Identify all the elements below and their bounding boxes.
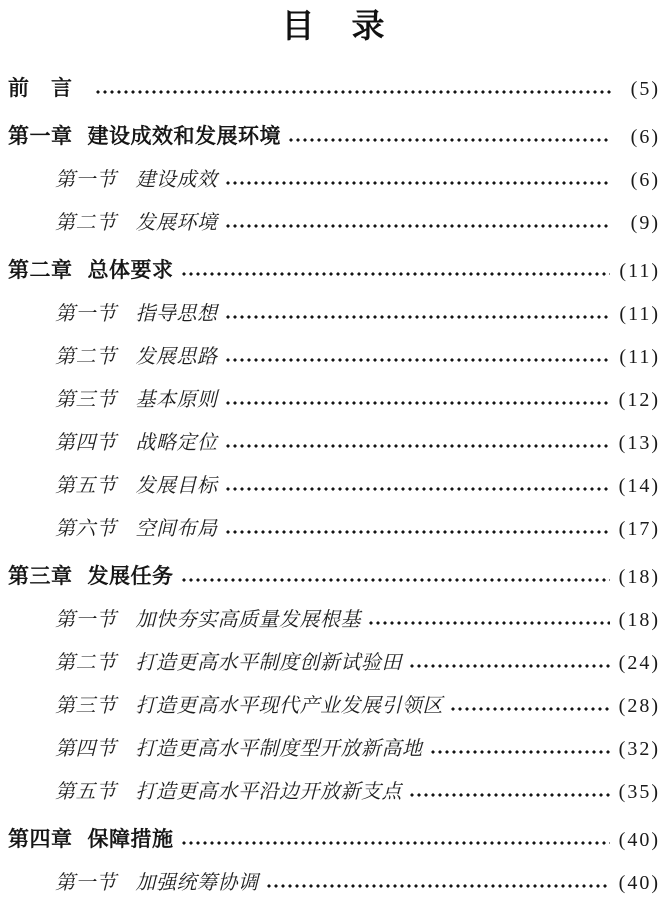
- entry-number: 第五节: [55, 475, 117, 497]
- dot-leader: [368, 621, 610, 625]
- entry-number: 第一节: [55, 609, 117, 631]
- dot-leader: [181, 578, 610, 582]
- page-number: (6): [630, 169, 660, 191]
- toc-entry: [8, 781, 660, 803]
- page-number: (17): [618, 518, 660, 540]
- toc-entry: [8, 872, 660, 894]
- entry-label: 打造更高水平现代产业发展引领区: [135, 695, 443, 717]
- entry-label: 发展环境: [135, 212, 218, 234]
- entry-number: 第二节: [55, 346, 117, 368]
- dot-leader: [225, 315, 611, 319]
- entry-label: 打造更高水平制度创新试验田: [135, 652, 402, 674]
- dot-leader: [225, 487, 610, 491]
- toc-entry: [8, 518, 660, 540]
- entry-number: 第四节: [55, 432, 117, 454]
- toc-entry-list: [8, 78, 660, 894]
- dot-leader: [288, 138, 611, 142]
- toc-entry: [8, 303, 660, 325]
- entry-number: 第六节: [55, 518, 117, 540]
- toc-entry: [8, 609, 660, 631]
- entry-number: 第四节: [55, 738, 117, 760]
- entry-number: 第三节: [55, 389, 117, 411]
- page-number: (11): [619, 260, 660, 282]
- dot-leader: [181, 272, 611, 276]
- page-number: (13): [618, 432, 660, 454]
- page-number: (5): [630, 78, 660, 100]
- entry-label: 打造更高水平制度型开放新高地: [135, 738, 423, 760]
- entry-label: 加强统筹协调: [135, 872, 259, 894]
- toc-entry: [8, 126, 660, 148]
- toc-entry: [8, 346, 660, 368]
- toc-entry: [8, 829, 660, 851]
- toc-entry: [8, 738, 660, 760]
- dot-leader: [181, 841, 610, 845]
- page-number: (32): [618, 738, 660, 760]
- entry-label: 指导思想: [135, 303, 218, 325]
- entry-number: 第一节: [55, 303, 117, 325]
- toc-entry: [8, 652, 660, 674]
- toc-entry: [8, 389, 660, 411]
- page-number: (11): [619, 303, 660, 325]
- page-number: (40): [618, 872, 660, 894]
- toc-entry: [8, 212, 660, 234]
- toc-entry: [8, 566, 660, 588]
- entry-label: 发展目标: [135, 475, 218, 497]
- dot-leader: [225, 224, 612, 228]
- page-number: (28): [618, 695, 660, 717]
- toc-entry: [8, 260, 660, 282]
- entry-number: 第二节: [55, 212, 117, 234]
- entry-number: 第一节: [55, 872, 117, 894]
- page-number: (9): [630, 212, 660, 234]
- page-number: (11): [619, 346, 660, 368]
- entry-number: 前 言: [8, 77, 73, 100]
- dot-leader: [409, 793, 610, 797]
- dot-leader: [409, 664, 610, 668]
- dot-leader: [266, 884, 610, 888]
- entry-label: 发展任务: [87, 565, 174, 588]
- entry-number: 第四章: [8, 828, 73, 851]
- dot-leader: [430, 750, 610, 754]
- entry-label: 建设成效和发展环境: [87, 125, 281, 148]
- page-number: (40): [618, 829, 660, 851]
- entry-label: 空间布局: [135, 518, 218, 540]
- page-number: (24): [618, 652, 660, 674]
- entry-number: 第一章: [8, 125, 73, 148]
- entry-label: 加快夯实高质量发展根基: [135, 609, 361, 631]
- toc-entry: [8, 695, 660, 717]
- toc-entry: [8, 169, 660, 191]
- page-number: (18): [618, 609, 660, 631]
- entry-label: 战略定位: [135, 432, 218, 454]
- dot-leader: [225, 181, 612, 185]
- page-number: (35): [618, 781, 660, 803]
- entry-number: 第一节: [55, 169, 117, 191]
- dot-leader: [225, 530, 610, 534]
- dot-leader: [95, 90, 612, 94]
- page-number: (18): [618, 566, 660, 588]
- entry-label: 保障措施: [87, 828, 174, 851]
- toc-entry: [8, 432, 660, 454]
- page-number: (14): [618, 475, 660, 497]
- page-number: (12): [618, 389, 660, 411]
- entry-number: 第三章: [8, 565, 73, 588]
- toc-entry: [8, 78, 660, 100]
- page-title: 目 录: [281, 9, 387, 45]
- entry-label: 打造更高水平沿边开放新支点: [135, 781, 402, 803]
- entry-number: 第三节: [55, 695, 117, 717]
- toc-entry: [8, 475, 660, 497]
- entry-label: 总体要求: [87, 259, 174, 282]
- dot-leader: [225, 401, 610, 405]
- entry-label: 发展思路: [135, 346, 218, 368]
- entry-number: 第二节: [55, 652, 117, 674]
- dot-leader: [450, 707, 610, 711]
- entry-number: 第二章: [8, 259, 73, 282]
- entry-number: 第五节: [55, 781, 117, 803]
- page-number: (6): [630, 126, 660, 148]
- dot-leader: [225, 444, 610, 448]
- entry-label: 建设成效: [135, 169, 218, 191]
- entry-label: 基本原则: [135, 389, 218, 411]
- dot-leader: [225, 358, 611, 362]
